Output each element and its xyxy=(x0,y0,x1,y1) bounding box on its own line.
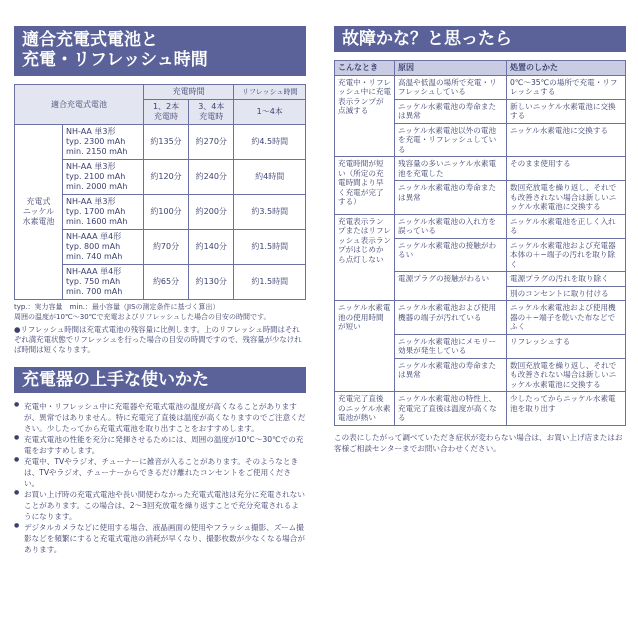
remedy-cell: ニッケル水素電池を正しく入れる xyxy=(507,214,626,238)
header-refresh-time: リフレッシュ時間 xyxy=(234,85,306,100)
refresh-cell: 約3.5時間 xyxy=(234,195,306,230)
remedy-cell: ニッケル水素電池および使用機器の＋−端子を乾いた布などでふく xyxy=(507,301,626,334)
remedy-cell: ニッケル水素電池および充電器本体の＋−端子の汚れを取り除く xyxy=(507,238,626,271)
symptom-cell: 充電完了直後のニッケル水素電池が熱い xyxy=(335,392,395,425)
header-charge-time: 充電時間 xyxy=(143,85,234,100)
header-remedy: 処置のしかた xyxy=(507,61,626,76)
table-header-row xyxy=(335,61,626,76)
temperature-note: 周囲の温度が10℃〜30℃で充電およびリフレッシュした場合の目安の時間です。 xyxy=(14,313,271,322)
table-row xyxy=(15,125,306,160)
refresh-cell: 約4.5時間 xyxy=(234,125,306,160)
contact-note: この表にしたがって調べていただき症状が変わらない場合は、お買い上げ店またはお客様ご相談センターまでお問い合わせください。 xyxy=(334,432,623,453)
symptom-cell: ニッケル水素電池の使用時間が短い xyxy=(335,301,395,392)
cause-cell: ニッケル水素電池の寿命または異常 xyxy=(395,181,507,214)
battery-cell: NH-AAA 単4形 typ. 750 mAh min. 700 mAh xyxy=(63,265,144,300)
header-1-2: 1、2本 充電時 xyxy=(143,100,188,125)
table-header-row xyxy=(15,85,306,100)
charge-1-2-cell: 約65分 xyxy=(143,265,188,300)
right-column xyxy=(334,26,626,454)
list-item: ● デジタルカメラなどに使用する場合、液晶画面の使用やフラッシュ撮影、ズーム撮影などを頻繁にすると充電式電池の消耗が早くなり、撮影枚数が少なくなる場合があります。 xyxy=(14,522,306,555)
refresh-note: ●リフレッシュ時間は充電式電池の残容量に比例します。上のリフレッシュ時間はそれぞれ満充電状態でリフレッシュを行った場合の目安の時間ですので、残容量が少なければ時間は短くなります。 xyxy=(14,324,302,354)
cause-cell: ニッケル水素電池以外の電池を充電・リフレッシュしている xyxy=(395,123,507,156)
usage-tips-list xyxy=(14,401,306,555)
battery-group-label: 充電式 ニッケル 水素電池 xyxy=(15,125,63,300)
cause-cell: 残容量の多いニッケル水素電池を充電した xyxy=(395,157,507,181)
cause-cell: ニッケル水素電池の寿命または異常 xyxy=(395,358,507,391)
cause-cell: ニッケル水素電池の寿命または異常 xyxy=(395,99,507,123)
list-item: ● 充電中、TVやラジオ、チューナーに雑音が入ることがあります。そのようなときは、TVやラジオ、チューナーからできるだけ離れたコンセントをご使用ください。 xyxy=(14,456,306,489)
battery-cell: NH-AA 単3形 typ. 2100 mAh min. 2000 mAh xyxy=(63,160,144,195)
charge-3-4-cell: 約140分 xyxy=(189,230,234,265)
header-symptom: こんなとき xyxy=(335,61,395,76)
header-refresh-sub: 1〜4本 xyxy=(234,100,306,125)
table-row xyxy=(335,214,626,238)
battery-cell: NH-AA 単3形 typ. 1700 mAh min. 1600 mAh xyxy=(63,195,144,230)
refresh-cell: 約1.5時間 xyxy=(234,230,306,265)
remedy-cell: 新しいニッケル水素電池に交換する xyxy=(507,99,626,123)
troubleshooting-title: 故障かな？と思ったら xyxy=(334,26,626,52)
header-battery: 適合充電式電池 xyxy=(15,85,144,125)
cause-cell: ニッケル水素電池の入れ方を誤っている xyxy=(395,214,507,238)
header-3-4: 3、4本 充電時 xyxy=(189,100,234,125)
remedy-cell: 少したってからニッケル水素電池を取り出す xyxy=(507,392,626,425)
cause-cell: ニッケル水素電池の接触がわるい xyxy=(395,238,507,271)
charge-3-4-cell: 約200分 xyxy=(189,195,234,230)
cause-cell: 高温や低温の場所で充電・リフレッシュしている xyxy=(395,76,507,100)
charge-3-4-cell: 約240分 xyxy=(189,160,234,195)
charge-refresh-title: 適合充電式電池と 充電・リフレッシュ時間 xyxy=(14,26,306,76)
remedy-cell: リフレッシュする xyxy=(507,334,626,358)
charge-1-2-cell: 約135分 xyxy=(143,125,188,160)
header-cause: 原因 xyxy=(395,61,507,76)
list-item: ● お買い上げ時の充電式電池や長い間使わなかった充電式電池は充分に充電されないことがあります。この場合は、2〜3回充放電を繰り返すことで充分充電されるようになります。 xyxy=(14,489,306,522)
battery-cell: NH-AAA 単4形 typ. 800 mAh min. 740 mAh xyxy=(63,230,144,265)
troubleshooting-table xyxy=(334,60,626,426)
list-item: ● 充電中・リフレッシュ中に充電器や充電式電池の温度が高くなることがありますが、異常ではありません。特に充電完了直後は温度が高くなりますのでご注意ください。少したってから充電式電池を取り出すことをおすすめします。 xyxy=(14,401,306,434)
remedy-cell: そのまま使用する xyxy=(507,157,626,181)
table-row xyxy=(335,301,626,334)
symptom-cell: 充電時間が短い（所定の充電時間より早く充電が完了する） xyxy=(335,157,395,214)
symptom-cell: 充電表示ランプまたはリフレッシュ表示ランプがはじめから点灯しない xyxy=(335,214,395,300)
symptom-cell: 充電中・リフレッシュ中に充電表示ランプが点滅する xyxy=(335,76,395,157)
remedy-cell: 0℃〜35℃の場所で充電・リフレッシュする xyxy=(507,76,626,100)
cause-cell: 電源プラグの接触がわるい xyxy=(395,272,507,301)
remedy-cell: 電源プラグの汚れを取り除く xyxy=(507,272,626,286)
remedy-cell: ニッケル水素電池に交換する xyxy=(507,123,626,156)
charge-time-table xyxy=(14,84,306,300)
charge-1-2-cell: 約100分 xyxy=(143,195,188,230)
charge-3-4-cell: 約130分 xyxy=(189,265,234,300)
cause-cell: ニッケル水素電池の特性上、充電完了直後は温度が高くなる xyxy=(395,392,507,425)
remedy-cell: 数回充放電を繰り返し、それでも改善されない場合は新しいニッケル水素電池に交換する xyxy=(507,181,626,214)
list-item: ● 充電式電池の性能を充分に発揮させるためには、周囲の温度が10℃〜30℃での充電をおすすめします。 xyxy=(14,434,306,456)
refresh-cell: 約1.5時間 xyxy=(234,265,306,300)
charge-1-2-cell: 約120分 xyxy=(143,160,188,195)
capacity-note: typ.：実力容量 min.：最小容量（JISの測定条件に基づく算出） xyxy=(14,303,220,311)
refresh-cell: 約4時間 xyxy=(234,160,306,195)
battery-cell: NH-AA 単3形 typ. 2300 mAh min. 2150 mAh xyxy=(63,125,144,160)
charge-3-4-cell: 約270分 xyxy=(189,125,234,160)
table-row xyxy=(335,76,626,100)
cause-cell: ニッケル水素電池および使用機器の端子が汚れている xyxy=(395,301,507,334)
cause-cell: ニッケル水素電池にメモリー効果が発生している xyxy=(395,334,507,358)
table-row xyxy=(335,392,626,425)
remedy-cell: 数回充放電を繰り返し、それでも改善されない場合は新しいニッケル水素電池に交換する xyxy=(507,358,626,391)
charge-1-2-cell: 約70分 xyxy=(143,230,188,265)
usage-tips-title: 充電器の上手な使いかた xyxy=(14,367,306,393)
left-column xyxy=(14,26,306,555)
table-row xyxy=(335,157,626,181)
remedy-cell: 別のコンセントに取り付ける xyxy=(507,286,626,300)
